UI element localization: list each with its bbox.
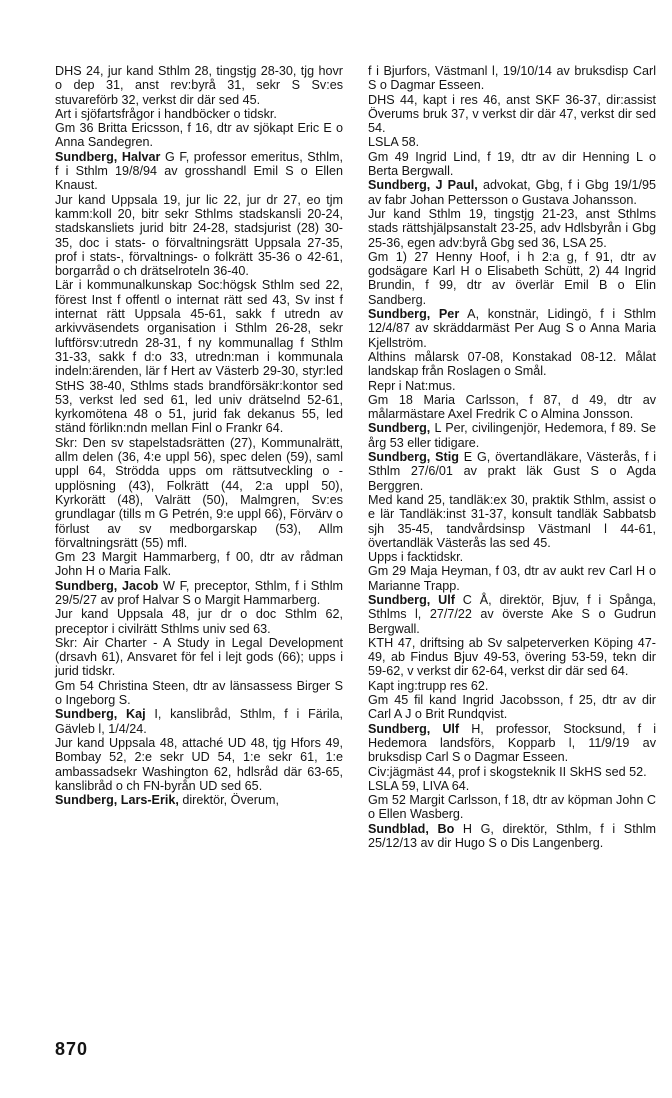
- right-column: [368, 64, 656, 850]
- entry-name: Sundberg, Lars-Erik,: [55, 793, 179, 808]
- entry-text: LSLA 59, LIVA 64.: [368, 778, 470, 793]
- entry-text: DHS 44, kapt i res 46, anst SKF 36-37, dir:assist Överums bruk 37, v verkst dir där 47, verkst dir sed 54.: [368, 92, 656, 136]
- page-number: 870: [55, 1039, 89, 1059]
- entry-name: Sundberg,: [368, 421, 431, 436]
- biography-entry: [368, 822, 656, 851]
- biography-entry: [368, 450, 656, 493]
- entry-name: Sundberg, Per: [368, 307, 460, 322]
- entry-text: Gm 23 Margit Hammarberg, f 00, dtr av rådman John H o Maria Falk.: [55, 550, 343, 579]
- entry-paragraph: [55, 107, 343, 121]
- entry-text: H, professor, Stocksund, f i Hedemora landsförs, Kopparb l, 11/9/19 av bruksdisp Carl S o Dagmar Esseen.: [368, 721, 656, 765]
- entry-text: Jur kand Uppsala 48, attaché UD 48, tjg Hfors 49, Bombay 52, 2:e sekr UD 54, 1:e sekr 61, 1:e ambassadsekr Washington 62, hdlsråd där 63-65, kanslibråd o ch FN-byrån UD sed 65.: [55, 735, 343, 793]
- entry-name: Sundberg, Halvar: [55, 149, 161, 164]
- entry-paragraph: [368, 793, 656, 822]
- entry-text: Jur kand Sthlm 19, tingstjg 21-23, anst Sthlms stads rättshjälpsanstalt 23-25, adv Hdlsbyrån i Gbg 25-36, egen adv:byrå Gbg sed 36, LSA 25.: [368, 206, 656, 250]
- entry-text: H G, direktör, Sthlm, f i Sthlm 25/12/13 av dir Hugo S o Dis Langenberg.: [368, 821, 657, 851]
- entry-paragraph: [368, 350, 656, 379]
- entry-text: Gm 49 Ingrid Lind, f 19, dtr av dir Henning L o Berta Bergwall.: [368, 149, 656, 179]
- biography-entry: [368, 307, 656, 350]
- entry-text: KTH 47, driftsing ab Sv salpeterverken Köping 47-49, ab Findus Bjuv 49-53, övering 53-59, tekn dir 59-62, v verkst dir 62-64, verkst dir där sed 64.: [368, 635, 656, 679]
- entry-text: C Å, direktör, Bjuv, f i Spånga, Sthlms l, 27/7/22 av överste Ake S o Gudrun Bergwall.: [368, 592, 656, 636]
- entry-paragraph: [55, 121, 343, 150]
- entry-name: Sundberg, Ulf: [368, 721, 460, 736]
- entry-text: I, kanslibråd, Sthlm, f i Färila, Gävleb l, 1/4/24.: [55, 707, 343, 736]
- entry-text: Gm 54 Christina Steen, dtr av länsassess Birger S o Ingeborg S.: [55, 678, 343, 708]
- entry-name: Sundblad, Bo: [368, 821, 455, 836]
- entry-text: E G, övertandläkare, Västerås, f i Sthlm 27/6/01 av prakt läk Gust S o Agda Berggren.: [368, 450, 656, 493]
- biography-entry: [55, 707, 343, 736]
- biography-entry: [55, 793, 343, 807]
- entry-paragraph: [368, 550, 656, 564]
- entry-text: Skr: Air Charter - A Study in Legal Development (drsavh 61), Ansvaret för fel i lejt gods (66); upps i jurid tidskr.: [55, 635, 343, 679]
- entry-text: G F, professor emeritus, Sthlm, f i Sthlm 19/8/94 av grosshandl Emil S o Ellen Knaust.: [55, 149, 343, 193]
- entry-text: Civ:jägmäst 44, prof i skogsteknik II SkHS sed 52.: [368, 764, 647, 779]
- entry-name: Sundberg, J Paul,: [368, 178, 478, 193]
- entry-paragraph: [55, 679, 343, 708]
- entry-paragraph: [368, 765, 656, 779]
- entry-text: W F, preceptor, Sthlm, f i Sthlm 29/5/27 av prof Halvar S o Margit Hammarberg.: [55, 578, 343, 607]
- entry-text: Repr i Nat:mus.: [368, 378, 456, 393]
- entry-text: Kapt ing:trupp res 62.: [368, 678, 489, 693]
- entry-text: LSLA 58.: [368, 135, 420, 150]
- left-column: [55, 64, 343, 807]
- entry-text: DHS 24, jur kand Sthlm 28, tingstjg 28-30, tjg hovr o dep 31, anst rev:byrå 31, sekr S Sv:es stuvareförb 32, verkst dir där sed 45.: [55, 64, 343, 107]
- biography-entry: [368, 178, 656, 207]
- entry-paragraph: [368, 679, 656, 693]
- entry-text: Gm 29 Maja Heyman, f 03, dtr av aukt rev Carl H o Marianne Trapp.: [368, 564, 656, 593]
- entry-paragraph: [368, 250, 656, 307]
- entry-paragraph: [368, 693, 656, 722]
- entry-text: Gm 45 fil kand Ingrid Jacobsson, f 25, dtr av dir Carl A J o Brit Rundqvist.: [368, 693, 656, 722]
- entry-name: Sundberg, Stig: [368, 450, 459, 465]
- biography-entry: [55, 579, 343, 608]
- entry-paragraph: [368, 379, 656, 393]
- entry-name: Sundberg, Jacob: [55, 578, 159, 593]
- entry-text: L Per, civilingenjör, Hedemora, f 89. Se årg 53 eller tidigare.: [368, 421, 656, 450]
- entry-paragraph: [368, 393, 656, 422]
- entry-text: Jur kand Uppsala 48, jur dr o doc Sthlm 62, preceptor i civilrätt Sthlms univ sed 63.: [55, 607, 343, 636]
- entry-text: Althins målarsk 07-08, Konstakad 08-12. Målat landskap från Roslagen o Smål.: [368, 349, 656, 379]
- entry-text: Gm 36 Britta Ericsson, f 16, dtr av sjökapt Eric E o Anna Sandegren.: [55, 121, 343, 150]
- entry-name: Sundberg, Kaj: [55, 707, 146, 722]
- entry-text: Jur kand Uppsala 19, jur lic 22, jur dr 27, eo tjm kamm:koll 20, bitr sekr Sthlms stadskansli 20-24, stadskansliets jurid bitr 24-28, stadsjurist (28) 30-35, doc i stats- o förvaltningsrätt Uppsala 27-35, prof i stats-, förvaltnings- o folkrätt 35-36 o 42-61, borgarråd o ch drätselroteln 36-40.: [55, 192, 343, 279]
- entry-text: direktör, Överum,: [178, 793, 279, 808]
- entry-paragraph: [368, 779, 656, 793]
- entry-text: Gm 52 Margit Carlsson, f 18, dtr av köpman John C o Ellen Wasberg.: [368, 793, 656, 822]
- entry-paragraph: [55, 736, 343, 793]
- entry-paragraph: [55, 607, 343, 636]
- biography-entry: [368, 722, 656, 765]
- entry-text: f i Bjurfors, Västmanl l, 19/10/14 av bruksdisp Carl S o Dagmar Esseen.: [368, 64, 656, 93]
- entry-paragraph: [368, 93, 656, 136]
- entry-paragraph: [368, 564, 656, 593]
- biography-entry: [55, 150, 343, 193]
- entry-text: Med kand 25, tandläk:ex 30, praktik Sthlm, assist o e lär Tandläk:inst 31-37, konsult tandläk Sabbatsb sjh 35-45, tandvårdsinsp Västmanl l 44-61, övertandläk Västerås las sed 45.: [368, 492, 656, 550]
- entry-text: Upps i facktidskr.: [368, 550, 464, 565]
- entry-paragraph: [368, 135, 656, 149]
- entry-paragraph: [368, 636, 656, 679]
- entry-paragraph: [55, 550, 343, 579]
- entry-paragraph: [368, 64, 656, 93]
- biography-entry: [368, 593, 656, 636]
- entry-text: Gm 18 Maria Carlsson, f 87, d 49, dtr av målarmästare Axel Fredrik C o Almina Jonsson.: [368, 392, 656, 422]
- entry-paragraph: [55, 636, 343, 679]
- entry-text: Art i sjöfartsfrågor i handböcker o tidskr.: [55, 106, 277, 121]
- entry-text: Gm 1) 27 Henny Hoof, i h 2:a g, f 91, dtr av godsägare Karl H o Elisabeth Schütt, 2) 44 Ingrid Brundin, f 99, dtr av överlär Emil B o Elin Sandberg.: [368, 249, 656, 307]
- entry-paragraph: [55, 193, 343, 279]
- biography-entry: [368, 421, 656, 450]
- entry-text: A, konstnär, Lidingö, f i Sthlm 12/4/87 av skräddarmäst Per Aug S o Anna Maria Kjellström.: [368, 307, 656, 350]
- entry-paragraph: [368, 207, 656, 250]
- entry-paragraph: [55, 64, 343, 107]
- entry-text: Skr: Den sv stapelstadsrätten (27), Kommunalrätt, allm delen (36, 4:e uppl 56), spec delen (59), saml uppl 64, Strödda upps om rättsutveckling o -upplösning (43), Folkrätt (44, 2:a uppl 50), Kyrkorätt (48), Valrätt (50), Malmgren, Sv:es grundlagar (tills m G Petrén, 9:e uppl 66), Förvärv o förlust av sv medborgarskap (53), Allm förvaltningsrätt (55) mfl.: [55, 435, 343, 550]
- entry-text: advokat, Gbg, f i Gbg 19/1/95 av fabr Johan Pettersson o Gustava Johansson.: [368, 178, 656, 207]
- entry-text: Lär i kommunalkunskap Soc:högsk Sthlm sed 22, förest Inst f offentl o internat rätt sed 43, Sv inst f internat rätt Uppsala 45-61, sakk f utredn av arkivväsendets organisation i Sthlm 26-28, sekr luftförsv:utredn 28-31, f ny kommunallag f Sthlm 31-33, sakk f d:o 33, utredn:man i kommunala indeln:ärenden, lär f Hert av Västerb 29-30, styr:led StHS 38-40, Sthlms stads brandförsäkr:kontor sed 53, verkst led sed 61, led univ drätselnd 52-61, kyrkomötena 48 o 51, jurid fak dekanus 55, led ständ förlikn:ndn mellan Finl o Frankr 64.: [55, 278, 343, 436]
- entry-paragraph: [368, 150, 656, 179]
- entry-paragraph: [55, 278, 343, 435]
- entry-name: Sundberg, Ulf: [368, 592, 455, 607]
- entry-paragraph: [368, 493, 656, 550]
- entry-paragraph: [55, 436, 343, 550]
